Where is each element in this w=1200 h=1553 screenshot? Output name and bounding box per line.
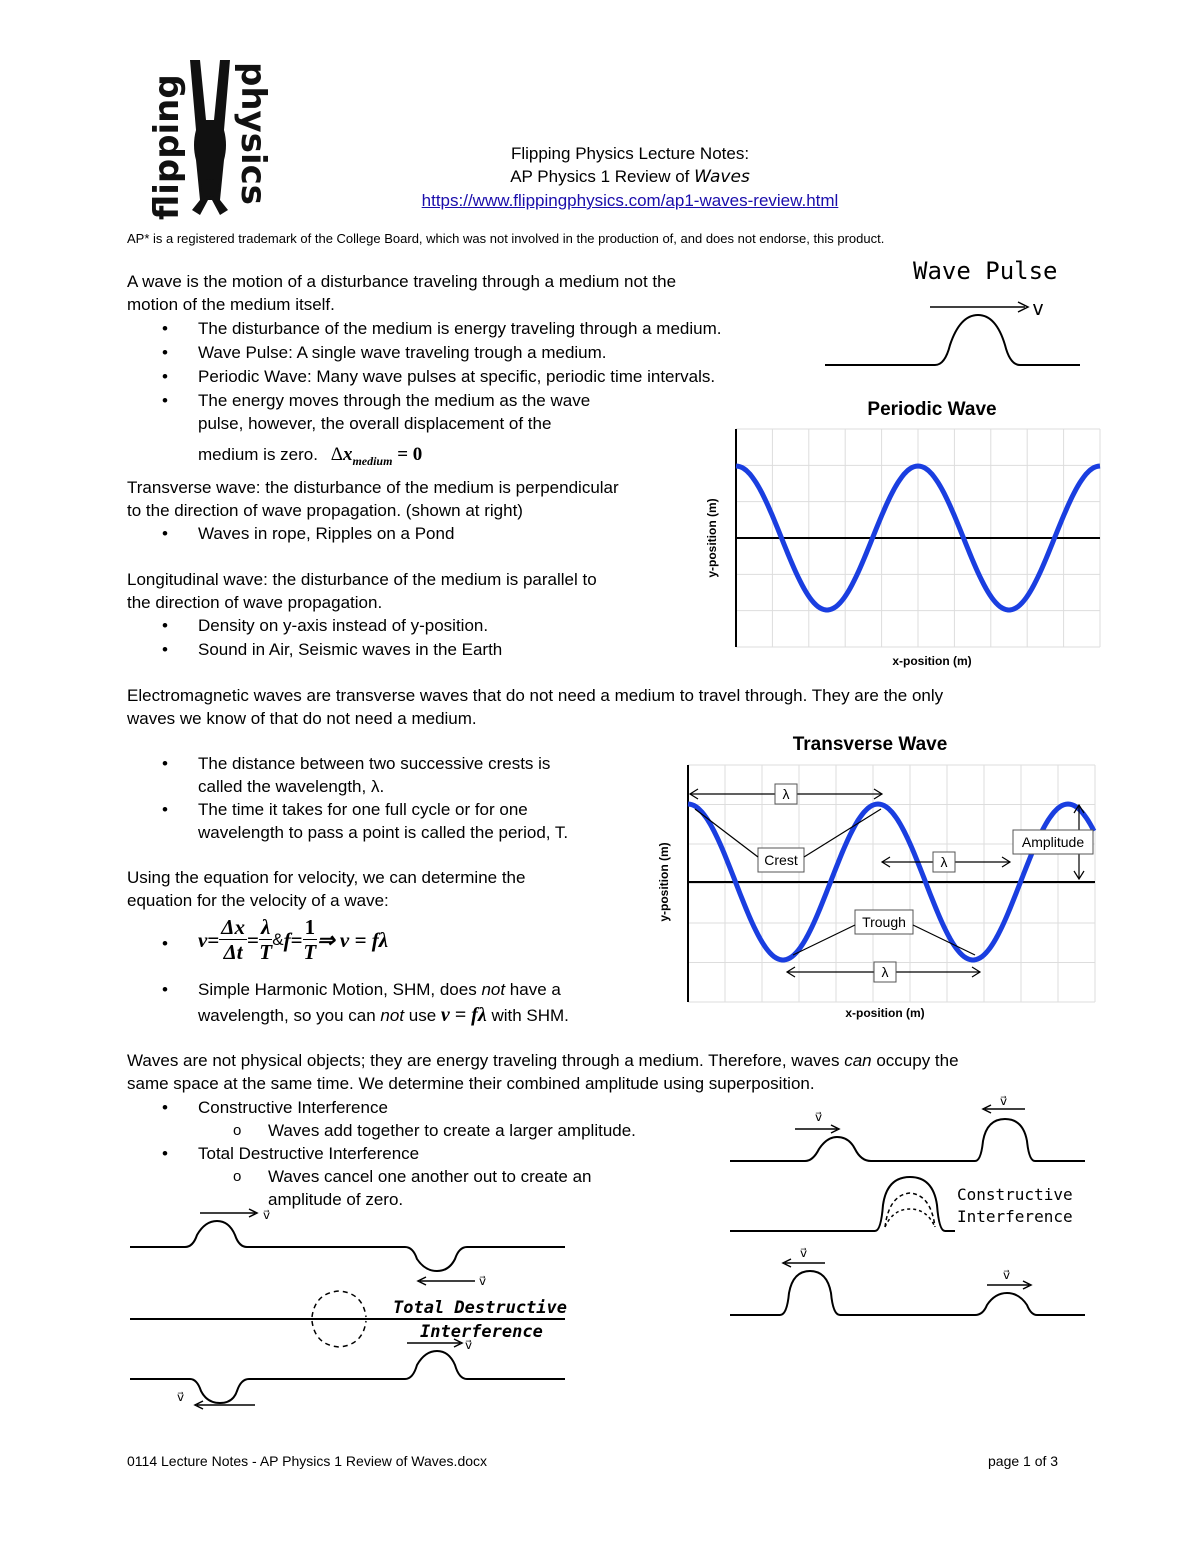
wavelength-b2a: The time it takes for one full cycle or for one xyxy=(198,800,528,819)
sp-line1-pre: Waves are not physical objects; they are energy traveling through a medium. Therefore, waves xyxy=(127,1051,845,1070)
dashed-crest xyxy=(312,1291,366,1317)
eq-sub: medium xyxy=(352,453,393,468)
after-pulses xyxy=(730,1271,1085,1315)
destructive-sub-a: Waves cancel one another out to create an xyxy=(268,1167,592,1186)
vec-v-1: v⃗ xyxy=(815,1110,823,1124)
velocity-line1: Using the equation for velocity, we can determine the xyxy=(127,868,526,887)
shm-a-it: not xyxy=(481,980,506,999)
bullet-dot: • xyxy=(162,319,168,338)
logo-text-right: physics xyxy=(233,62,273,205)
vec-v-4: v⃗ xyxy=(1003,1268,1011,1282)
constructive-label-2: Interference xyxy=(957,1207,1073,1226)
shm-b-pre: wavelength, so you can xyxy=(198,1006,381,1025)
eq-rest: = 0 xyxy=(392,444,423,465)
logo-graphic xyxy=(120,50,300,225)
transverse-line1: Transverse wave: the disturbance of the medium is perpendicular xyxy=(127,478,619,497)
logo-text-left: flipping xyxy=(147,74,187,220)
bullet-dot: • xyxy=(162,640,168,659)
vec-v-2: v⃗ xyxy=(1000,1095,1008,1108)
bullet-dot: • xyxy=(162,391,168,410)
eq-frac-1-T xyxy=(303,915,318,964)
intro-bullet4b: pulse, however, the overall displacement of the xyxy=(198,414,552,433)
transverse-xlabel: x-position (m) xyxy=(845,1006,925,1020)
after-pulses xyxy=(130,1351,565,1403)
shm-a-pre: Simple Harmonic Motion, SHM, does xyxy=(198,980,482,999)
header-url-link[interactable]: https://www.flippingphysics.com/ap1-waves-review.html xyxy=(421,191,839,210)
shm-line-b xyxy=(198,1004,569,1027)
footer-filename: 0114 Lecture Notes - AP Physics 1 Review of Waves.docx xyxy=(127,1453,488,1469)
eq-equals-2: = xyxy=(246,927,259,952)
eq-lambda: λ xyxy=(260,915,271,939)
amplitude-label: Amplitude xyxy=(1021,834,1085,850)
vec-v-2: v⃗ xyxy=(479,1274,487,1288)
dashed-pulse-1 xyxy=(885,1193,935,1227)
intro-bullet1: The disturbance of the medium is energy traveling through a medium. xyxy=(198,319,722,338)
destructive-label-2: Interference xyxy=(420,1322,543,1342)
transverse-line2: to the direction of wave propagation. (shown at right) xyxy=(127,501,523,520)
eq-T: T xyxy=(259,940,273,964)
intro-line2: motion of the medium itself. xyxy=(127,295,335,314)
longitudinal-line2: the direction of wave propagation. xyxy=(127,593,383,612)
crest-label: Crest xyxy=(764,852,798,868)
sp-line1-post: occupy the xyxy=(871,1051,959,1070)
eq-one: 1 xyxy=(304,915,316,939)
lambda-label-top: λ xyxy=(782,786,790,802)
shm-line-a xyxy=(198,978,561,1001)
sp-line1-it: can xyxy=(844,1051,872,1070)
transverse-ylabel: y-position (m) xyxy=(657,842,671,922)
transverse-title: Transverse Wave xyxy=(792,734,948,755)
em-line2: waves we know of that do not need a medium. xyxy=(127,709,477,728)
wave-velocity-equation xyxy=(198,915,388,964)
combined-pulse xyxy=(730,1177,955,1231)
bullet-dot: • xyxy=(162,934,168,953)
intro-bullet4c-text: medium is zero. xyxy=(198,445,318,464)
sub-bullet-o: o xyxy=(233,1122,242,1139)
shm-b-it: not xyxy=(380,1006,405,1025)
wave-pulse-label: Wave Pulse xyxy=(913,257,1058,285)
lambda-label-bottom: λ xyxy=(881,964,889,980)
intro-bullet2: Wave Pulse: A single wave traveling trough a medium. xyxy=(198,343,607,362)
wavelength-b2b: wavelength to pass a point is called the period, T. xyxy=(198,823,569,842)
eq-equals: = xyxy=(207,927,220,952)
eq-dx: Δx xyxy=(221,915,245,939)
eq-dt: Δt xyxy=(223,940,243,964)
header-url-wrap xyxy=(350,190,910,212)
before-pulses xyxy=(130,1221,565,1271)
eq-x: x xyxy=(342,444,353,465)
longitudinal-bullet1: Density on y-axis instead of y-position. xyxy=(198,616,489,635)
intro-line1: A wave is the motion of a disturbance traveling through a medium not the xyxy=(127,272,677,291)
superposition-line2: same space at the same time. We determine their combined amplitude using superposition. xyxy=(127,1074,815,1093)
transverse-bullet1: Waves in rope, Ripples on a Pond xyxy=(198,524,455,543)
constructive-label-1: Constructive xyxy=(957,1185,1073,1204)
sub-bullet-o: o xyxy=(233,1168,242,1185)
wave-pulse-figure xyxy=(820,255,1085,370)
logo xyxy=(120,50,300,225)
zero-displacement-equation xyxy=(330,444,423,468)
eq-equals-3: = xyxy=(290,927,303,952)
dashed-pulse-2 xyxy=(885,1209,935,1227)
superposition-line1 xyxy=(127,1049,959,1072)
crest-pointer-1 xyxy=(695,809,758,857)
eq-frac-dx-dt xyxy=(219,915,247,964)
eq-f: f xyxy=(283,927,291,952)
vec-v-3: v⃗ xyxy=(800,1246,808,1260)
eq-ampersand: & xyxy=(272,929,284,949)
bullet-dot: • xyxy=(162,980,168,999)
constructive-interference-figure xyxy=(725,1095,1100,1330)
bullet-dot: • xyxy=(162,343,168,362)
vec-v-3: v⃗ xyxy=(465,1338,473,1352)
constructive-bullet: Constructive Interference xyxy=(198,1098,388,1117)
eq-delta: Δ xyxy=(330,444,343,465)
periodic-title: Periodic Wave xyxy=(867,399,997,420)
eq-frac-lambda-T xyxy=(259,915,272,964)
dashed-trough xyxy=(312,1321,366,1347)
pulse-v-label: v xyxy=(1032,296,1045,320)
header-line2-text: AP Physics 1 Review of xyxy=(510,167,695,186)
shm-b-post: with SHM. xyxy=(486,1006,569,1025)
periodic-wave-chart xyxy=(700,393,1110,673)
footer-page-number: page 1 of 3 xyxy=(988,1453,1059,1469)
eq-v: v xyxy=(198,927,208,952)
bullet-dot: • xyxy=(162,800,168,819)
bullet-dot: • xyxy=(162,616,168,635)
destructive-interference-figure xyxy=(125,1205,575,1415)
shm-b-mid: use xyxy=(404,1006,441,1025)
bullet-dot: • xyxy=(162,524,168,543)
periodic-xlabel: x-position (m) xyxy=(892,654,972,668)
intro-bullet4a: The energy moves through the medium as the wave xyxy=(198,391,591,410)
longitudinal-line1: Longitudinal wave: the disturbance of the medium is parallel to xyxy=(127,570,597,589)
wavelength-b1b: called the wavelength, λ. xyxy=(198,777,385,796)
destructive-bullet: Total Destructive Interference xyxy=(198,1144,420,1163)
transverse-wave-chart xyxy=(655,727,1105,1027)
eq-final: ⇒ v = fλ xyxy=(317,927,389,952)
bullet-dot: • xyxy=(162,1144,168,1163)
lambda-label-mid: λ xyxy=(940,854,948,870)
shm-a-post: have a xyxy=(505,980,561,999)
longitudinal-bullet2: Sound in Air, Seismic waves in the Earth xyxy=(198,640,503,659)
shm-b-eq: v = fλ xyxy=(440,1004,487,1026)
vec-v-1: v⃗ xyxy=(263,1208,271,1222)
header-line2-italic: Waves xyxy=(694,167,750,187)
em-line1: Electromagnetic waves are transverse waves that do not need a medium to travel through. They are the only xyxy=(127,686,944,705)
periodic-ylabel: y-position (m) xyxy=(705,498,719,578)
intro-bullet3: Periodic Wave: Many wave pulses at specific, periodic time intervals. xyxy=(198,367,716,386)
bullet-dot: • xyxy=(162,1098,168,1117)
constructive-sub: Waves add together to create a larger amplitude. xyxy=(268,1121,636,1140)
wavelength-b1a: The distance between two successive crests is xyxy=(198,754,551,773)
velocity-line2: equation for the velocity of a wave: xyxy=(127,891,389,910)
header-line1: Flipping Physics Lecture Notes: xyxy=(510,144,750,163)
vec-v-4: v⃗ xyxy=(177,1390,185,1404)
header-line2 xyxy=(350,166,910,188)
intro-bullet4c xyxy=(198,443,422,473)
bullet-dot: • xyxy=(162,754,168,773)
pulse-shape xyxy=(825,315,1080,365)
destructive-label-1: Total Destructive xyxy=(393,1298,567,1318)
eq-T2: T xyxy=(303,940,317,964)
destructive-sub-b: amplitude of zero. xyxy=(268,1190,404,1209)
trough-label: Trough xyxy=(862,914,906,930)
before-pulses xyxy=(730,1119,1085,1161)
bullet-dot: • xyxy=(162,367,168,386)
trademark-notice: AP* is a registered trademark of the College Board, which was not involved in the production of, and does not endorse, this product. xyxy=(127,231,885,246)
